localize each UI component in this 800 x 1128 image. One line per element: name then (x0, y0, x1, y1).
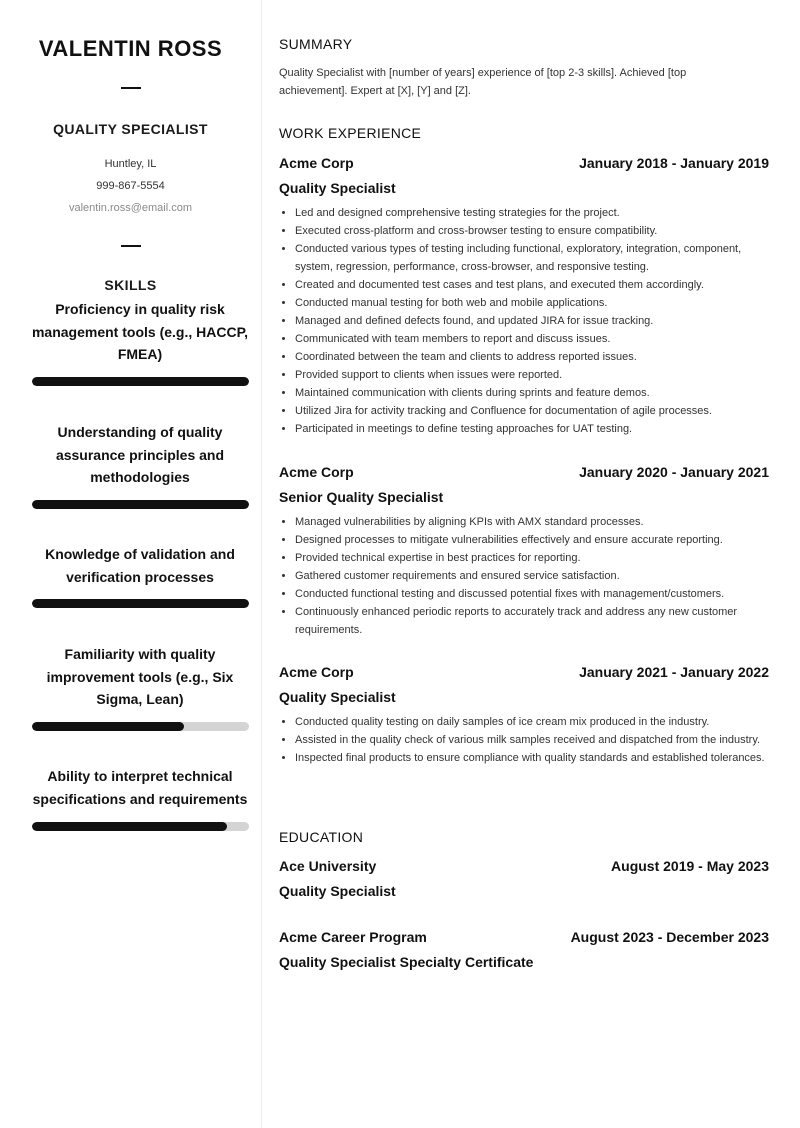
education-entry (279, 929, 769, 974)
bullet-item: • Executed cross-platform and cross-browser testing to ensure compatibility. (295, 222, 769, 240)
degree: Quality Specialist Specialty Certificate (279, 954, 534, 970)
skill-name: Familiarity with quality improvement tools (e.g., Six Sigma, Lean) (46, 646, 234, 707)
skill-level-fill (32, 822, 227, 831)
bullet-item: • Gathered customer requirements and ensured service satisfaction. (295, 567, 769, 585)
job-entry (279, 155, 769, 438)
skill-level-bar (32, 500, 249, 509)
bullet-item: • Created and documented test cases and test plans, and executed them accordingly. (295, 276, 769, 294)
summary-heading: SUMMARY (279, 36, 353, 52)
bullet-item: • Inspected final products to ensure compliance with quality standards and established tolerances. (295, 749, 769, 767)
education-heading: EDUCATION (279, 829, 364, 845)
job-dates: January 2018 - January 2019 (579, 155, 769, 171)
bullet-item: • Maintained communication with clients during sprints and feature demos. (295, 384, 769, 402)
company-name: Acme Corp (279, 155, 354, 171)
skill-item (30, 298, 250, 366)
bullet-item: • Coordinated between the team and clients to address reported issues. (295, 348, 769, 366)
bullet-item: • Provided technical expertise in best practices for reporting. (295, 549, 769, 567)
summary-text: Quality Specialist with [number of years] experience of [top 2-3 skills]. Achieved [top achievement]. Expert at [X], [Y] and [Z]. (279, 67, 687, 97)
bullet-item: • Conducted various types of testing including functional, exploratory, integration, component, system, regression, performance, cross-browser, and responsive testing. (295, 240, 769, 276)
email-link[interactable]: valentin.ross@email.com (68, 202, 193, 214)
bullet-item: • Communicated with team members to report and discuss issues. (295, 330, 769, 348)
bullet-item: • Managed vulnerabilities by aligning KPIs with AMX standard processes. (295, 513, 769, 531)
skills-heading: SKILLS (104, 277, 157, 293)
education-entry (279, 858, 769, 903)
school-name: Acme Career Program (279, 929, 427, 945)
skill-item (30, 543, 250, 588)
job-bullets (279, 713, 769, 767)
education-dates: August 2023 - December 2023 (570, 929, 769, 945)
job-role: Quality Specialist (279, 689, 396, 705)
job-role: Senior Quality Specialist (279, 489, 444, 505)
school-name: Ace University (279, 858, 377, 874)
job-title: QUALITY SPECIALIST (53, 121, 208, 137)
skill-level-fill (32, 599, 249, 608)
location: Huntley, IL (104, 158, 157, 170)
bullet-item: • Continuously enhanced periodic reports to accurately track and address any new customer requirements. (295, 603, 769, 639)
job-entry (279, 664, 769, 767)
candidate-name: VALENTIN ROSS (38, 36, 223, 61)
bullet-item: • Conducted manual testing for both web and mobile applications. (295, 294, 769, 312)
job-bullets (279, 513, 769, 639)
skill-name: Ability to interpret technical specifications and requirements (32, 768, 248, 807)
degree: Quality Specialist (279, 883, 396, 899)
bullet-item: • Participated in meetings to define testing approaches for UAT testing. (295, 420, 769, 438)
skill-level-bar (32, 722, 249, 731)
bullet-item: • Conducted functional testing and discussed potential fixes with management/customers. (295, 585, 769, 603)
bullet-item: • Conducted quality testing on daily samples of ice cream mix produced in the industry. (295, 713, 769, 731)
skill-name: Understanding of quality assurance principles and methodologies (55, 424, 225, 485)
skill-level-fill (32, 377, 249, 386)
job-dates: January 2021 - January 2022 (579, 664, 769, 680)
experience-heading: WORK EXPERIENCE (279, 125, 422, 141)
divider (121, 87, 141, 89)
bullet-item: • Led and designed comprehensive testing strategies for the project. (295, 204, 769, 222)
bullet-item: • Designed processes to mitigate vulnerabilities effectively and ensure accurate reporting. (295, 531, 769, 549)
sidebar (0, 0, 262, 1128)
bullet-item: • Utilized Jira for activity tracking and Confluence for documentation of agile processes. (295, 402, 769, 420)
job-bullets (279, 204, 769, 438)
skill-level-bar (32, 599, 249, 608)
skill-level-fill (32, 500, 249, 509)
skill-name: Proficiency in quality risk management tools (e.g., HACCP, FMEA) (31, 301, 248, 362)
skill-item (30, 421, 250, 489)
bullet-item: • Managed and defined defects found, and updated JIRA for issue tracking. (295, 312, 769, 330)
skill-item (30, 643, 250, 711)
skill-level-fill (32, 722, 184, 731)
company-name: Acme Corp (279, 664, 354, 680)
company-name: Acme Corp (279, 464, 354, 480)
skill-level-bar (32, 377, 249, 386)
job-role: Quality Specialist (279, 180, 396, 196)
divider (121, 245, 141, 247)
skill-level-bar (32, 822, 249, 831)
skill-item (30, 765, 250, 810)
bullet-item: • Provided support to clients when issues were reported. (295, 366, 769, 384)
phone: 999-867-5554 (96, 180, 165, 192)
skill-name: Knowledge of validation and verification processes (45, 546, 235, 585)
bullet-item: • Assisted in the quality check of various milk samples received and dispatched from the industry. (295, 731, 769, 749)
job-dates: January 2020 - January 2021 (579, 464, 769, 480)
job-entry (279, 464, 769, 639)
education-dates: August 2019 - May 2023 (611, 858, 769, 874)
